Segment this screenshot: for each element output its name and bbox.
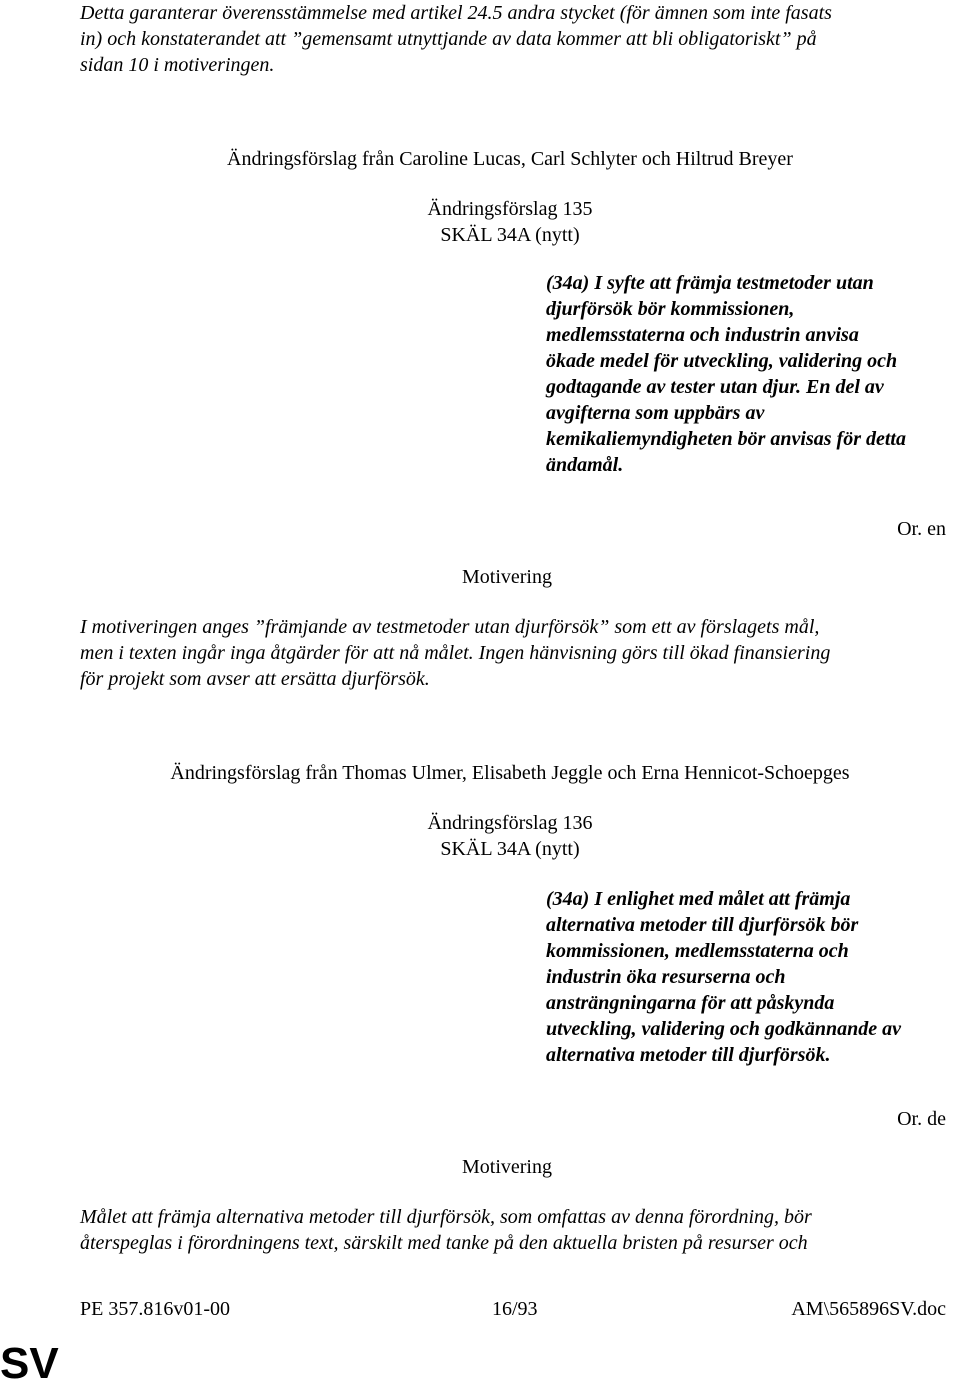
amendment-135-number: Ändringsförslag 135 [427,198,593,220]
intro-line: in) och konstaterandet att ”gemensamt utnyttjande av data kommer att bli obligatoriskt” på [80,28,817,50]
justification-line: återspeglas i förordningens text, särskilt med tanke på den aktuella bristen på resurser och [80,1232,808,1254]
amendment-135-authors: Ändringsförslag från Caroline Lucas, Carl Schlyter och Hiltrud Breyer [227,148,793,170]
amendment-text-line: utveckling, validering och godkännande av [546,1018,901,1040]
amendment-text-line: kemikaliemyndigheten bör anvisas för detta [546,428,906,450]
amendment-136-article: SKÄL 34A (nytt) [440,838,580,860]
amendment-text-line: ansträngningarna för att påskynda [546,992,835,1014]
justification-line: Målet att främja alternativa metoder till djurförsök, som omfattas av denna förordning, bör [80,1206,812,1228]
justification-line: men i texten ingår inga åtgärder för att nå målet. Ingen hänvisning görs till ökad finansiering [80,642,831,664]
amendment-text-line: godtagande av tester utan djur. En del av [546,376,884,398]
amendment-text-line: (34a) I enlighet med målet att främja [546,888,851,910]
amendment-text-line: alternativa metoder till djurförsök. [546,1044,831,1066]
amendment-text-line: alternativa metoder till djurförsök bör [546,914,859,936]
amendment-135-justification [80,614,950,692]
amendment-text-line: ökade medel för utveckling, validering och [546,350,898,372]
amendment-135-text [546,270,954,478]
justification-line: för projekt som avser att ersätta djurförsök. [80,668,430,690]
amendment-text-line: kommissionen, medlemsstaterna och [546,940,849,962]
amendment-136-number: Ändringsförslag 136 [427,812,593,834]
amendment-136-justification [80,1204,950,1256]
amendment-135-original-language: Or. en [897,518,946,540]
amendment-136-authors: Ändringsförslag från Thomas Ulmer, Elisabeth Jeggle och Erna Hennicot-Schoepges [170,762,850,784]
amendment-text-line: ändamål. [546,454,624,476]
amendment-text-line: djurförsök bör kommissionen, [546,298,795,320]
amendment-136-text [546,886,954,1068]
justification-line: I motiveringen anges ”främjande av testmetoder utan djurförsök” som ett av förslagets mål, [80,616,820,638]
footer-page-number: 16/93 [492,1298,538,1320]
intro-line: Detta garanterar överensstämmelse med artikel 24.5 andra stycket (för ämnen som inte fasats [80,2,832,24]
amendment-136-original-language: Or. de [897,1108,946,1130]
amendment-135-article: SKÄL 34A (nytt) [440,224,580,246]
footer-file-name: AM\565896SV.doc [791,1298,946,1320]
amendment-text-line: avgifterna som uppbärs av [546,402,765,424]
intro-line: sidan 10 i motiveringen. [80,54,275,76]
footer-doc-ref: PE 357.816v01-00 [80,1298,230,1320]
amendment-136-justification-heading: Motivering [462,1156,552,1178]
language-code: SV [0,1339,59,1388]
amendment-text-line: medlemsstaterna och industrin anvisa [546,324,859,346]
amendment-135-justification-heading: Motivering [462,566,552,588]
amendment-text-line: industrin öka resurserna och [546,966,786,988]
intro-paragraph [80,0,950,78]
amendment-text-line: (34a) I syfte att främja testmetoder utan [546,272,874,294]
